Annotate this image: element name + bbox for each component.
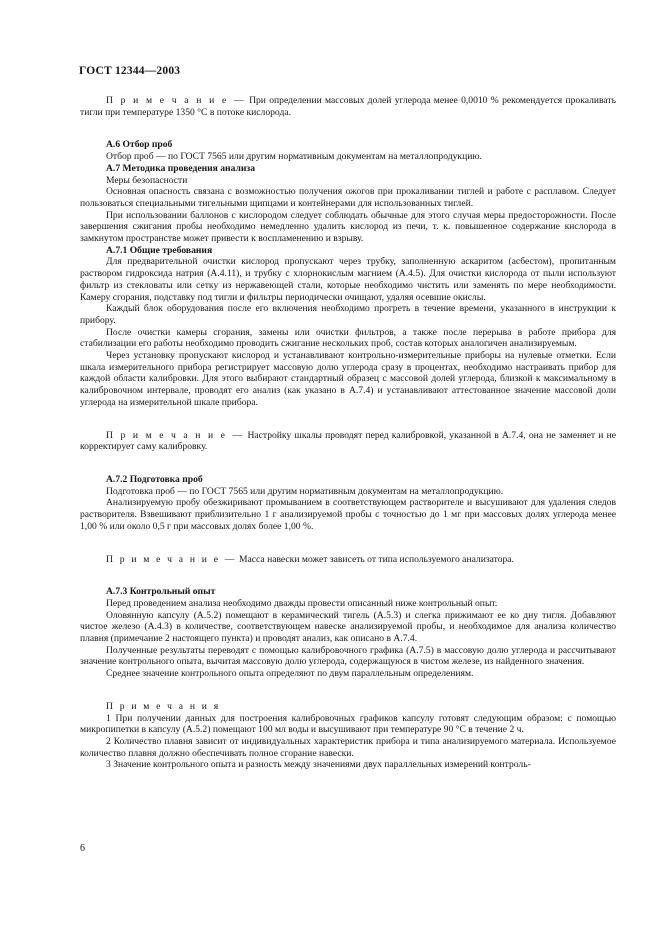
note-3 bbox=[80, 554, 616, 566]
section-heading: А.6 Отбор проб bbox=[106, 139, 173, 151]
paragraph: Через установку пропускают кислород и устанавливают контрольно-измерительные приборы на нулевые отметки. Если шкала измерительного прибора регистрирует массовую долю углерода сразу в процентах, необходимо настраивать прибор для каждой области калибровки. Для этого выбирают стандартный образец с массовой долей углерода, близкой к максимальному в калибровочном интервале, проводят его анализ (как указано в А.7.4) и устанавливают аттестованное значение массовой доли углерода на измерительной шкале прибора. bbox=[80, 350, 616, 408]
document-body bbox=[80, 95, 616, 771]
paragraph: Оловянную капсулу (А.5.2) помещают в керамический тигель (А.5.3) и слегка прижимают ее ко дну тигля. Добавляют чистое железо (А.4.3) в количестве, соответствующем навеске анализируемой пробы, и необходимое для анализа количество плавня (примечание 2 настоящего пункта) и проводят анализ, как описано в А.7.4. bbox=[80, 609, 616, 645]
note-text: Масса навески может зависеть от типа используемого анализатора. bbox=[238, 553, 514, 565]
section-heading: А.7.1 Общие требования bbox=[106, 244, 213, 256]
subheading: Меры безопасности bbox=[106, 174, 188, 186]
document-header: ГОСТ 12344—2003 bbox=[79, 65, 181, 77]
paragraph: Среднее значение контрольного опыта определяют по двум параллельным определениям. bbox=[106, 668, 474, 680]
paragraph: Отбор проб — по ГОСТ 7565 или другим нормативным документам на металлопродукцию. bbox=[106, 151, 482, 163]
paragraph: Основная опасность связана с возможностью получения ожогов при прокаливании тиглей и работе с расплавом. Следует пользоваться специальными тигельными щипцами и контейнерами для использованных тиглей. bbox=[80, 186, 616, 209]
note-text: Настройку шкалы проводят перед калибровкой, указанной в А.7.4, она не заменяет и не корректирует саму калибровку. bbox=[80, 429, 616, 453]
paragraph: Анализируемую пробу обезжиривают промыванием в соответствующем растворителе и высушивают для удаления следов растворителя. Взвешивают приблизительно 1 г анализируемой пробы с точностью до 1 мг при массовых долях углерода менее 1,00 % или около 0,5 г при массовых долях более 1,00 %. bbox=[80, 497, 616, 532]
note-2 bbox=[80, 430, 616, 453]
note-label: П р и м е ч а н и е — bbox=[106, 553, 237, 565]
paragraph: При использовании баллонов с кислородом следует соблюдать обычные для этого случая меры предосторожности. После завершения сжигания пробы необходимо немедленно удалить кислород из печи, т. к. повышенное содержание кислорода в замкнутом пространстве может привести к воспламенению и взрыву. bbox=[80, 209, 616, 245]
notes-label: П р и м е ч а н и я bbox=[106, 700, 221, 712]
note-label: П р и м е ч а н и е — bbox=[106, 429, 245, 441]
note-item: 2 Количество плавня зависит от индивидуальных характеристик прибора и типа анализируемого материала. Используемое количество плавня должно обеспечивать полное сгорание навески. bbox=[80, 735, 616, 759]
paragraph: Каждый блок оборудования после его включения необходимо прогреть в течение времени, указанного в инструкции к прибору. bbox=[80, 303, 616, 326]
paragraph: Перед проведением анализа необходимо дважды провести описанный ниже контрольный опыт. bbox=[106, 597, 498, 609]
paragraph: Подготовка проб — по ГОСТ 7565 или другим нормативным документам на металлопродукцию. bbox=[106, 485, 504, 497]
paragraph: Для предварительной очистки кислород пропускают через трубку, заполненную аскаритом (асбестом), пропитанным раствором гидроксида натрия (А.4.11), и трубку с хлорнокислым магнием (А.4.5). Для очистки кислорода от пыли используют фильтр из стекловаты или сетку из нержавеющей стали, которые необходимо чистить или заменять по мере необходимости. Камеру сгорания, подставку под тигли и фильтры периодически очищают, удаляя осевшие окислы. bbox=[80, 256, 616, 303]
paragraph: После очистки камеры сгорания, замены или очистки фильтров, а также после перерыва в работе прибора для стабилизации его работы необходимо проводить сжигание нескольких проб, состав которых аналогичен анализируемым. bbox=[80, 326, 616, 350]
note-1 bbox=[80, 95, 616, 118]
section-heading: А.7.3 Контрольный опыт bbox=[106, 586, 216, 598]
section-heading: А.7 Методика проведения анализа bbox=[106, 162, 256, 174]
note-item: 3 Значение контрольного опыта и разность между значениями двух параллельных измерений контроль- bbox=[106, 759, 531, 771]
paragraph: Полученные результаты переводят с помощью калибровочного графика (А.7.5) в массовую долю углерода и рассчитывают значение контрольного опыта, вычитая массовую долю углерода, содержащуюся в чистом железе, из найденного значения. bbox=[80, 644, 616, 668]
section-heading: А.7.2 Подготовка проб bbox=[106, 473, 203, 485]
note-item: 1 При получении данных для построения калибровочных графиков капсулу готовят следующим образом: с помощью микропипетки в капсулу (А.5.2) помещают 100 мл воды и высушивают при температуре 90 °С в течение 2 ч. bbox=[80, 712, 616, 736]
note-text: При определении массовых долей углерода менее 0,0010 % рекомендуется прокаливать тигли при температуре 1350 °С в потоке кислорода. bbox=[80, 95, 616, 118]
page-number: 6 bbox=[80, 843, 85, 854]
note-label: П р и м е ч а н и е — bbox=[106, 95, 246, 106]
